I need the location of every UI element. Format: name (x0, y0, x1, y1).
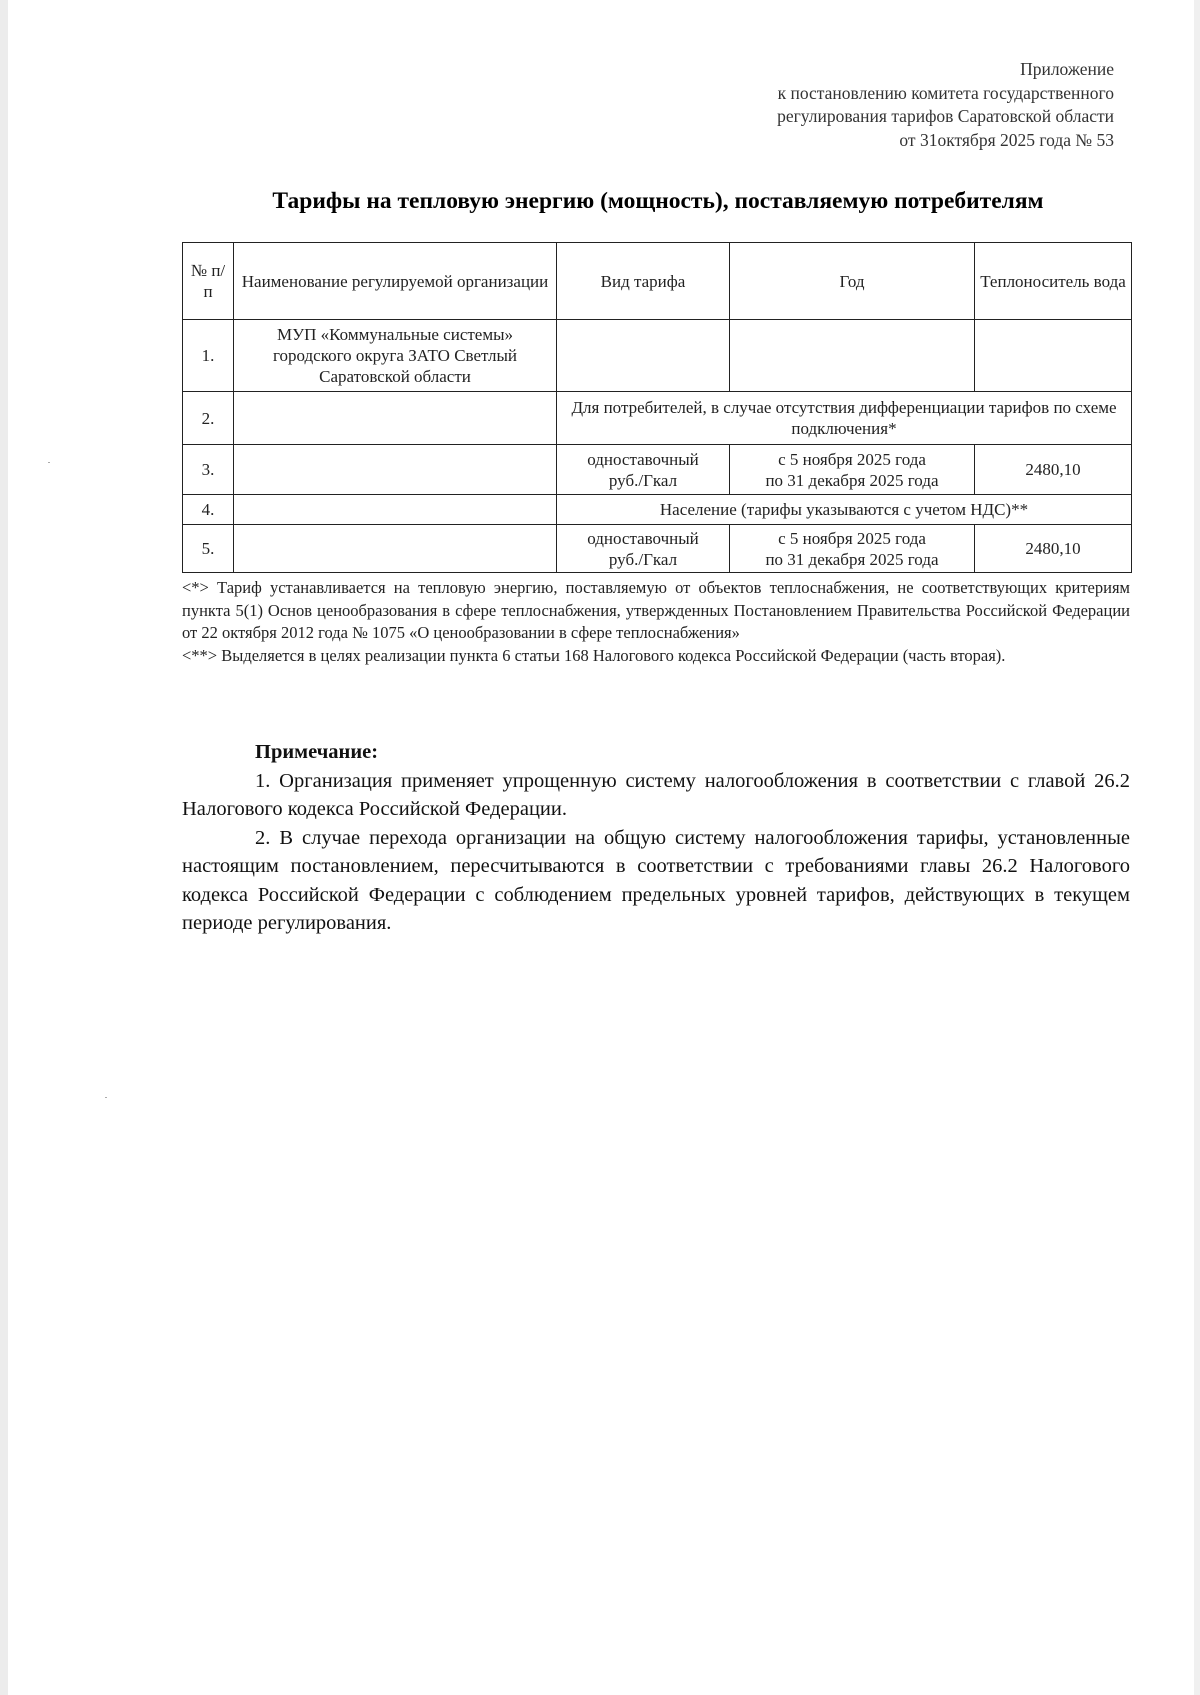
tariff-type-line: одноставочный (587, 449, 699, 469)
period-start: с 5 ноября 2025 года (778, 449, 926, 469)
page-title: Тарифы на тепловую энергию (мощность), поставляемую потребителям (272, 188, 1044, 214)
tariff-period (730, 445, 975, 495)
empty-cell (234, 392, 557, 445)
tariff-type-line: одноставочный (587, 528, 699, 548)
empty-cell (234, 445, 557, 495)
scan-speck (105, 1097, 107, 1098)
empty-cell (234, 525, 557, 573)
header-carrier: Теплоноситель вода (975, 243, 1132, 320)
footnotes (182, 577, 1130, 667)
appendix-line-1: Приложение (1020, 59, 1114, 79)
header-num: № п/п (183, 243, 234, 320)
footnote-1: <*> Тариф устанавливается на тепловую энергию, поставляемую от объектов теплоснабжения, не соответствующих критериям пункта 5(1) Основ ценообразования в сфере теплоснабжения, утвержденных Постановлением Правительства Российской Федерации от 22 октября 2012 года № 1075 «О ценообразовании в сфере теплоснабжения» (182, 578, 1130, 642)
row-num: 2. (183, 392, 234, 445)
category-label: Население (тарифы указываются с учетом НДС)** (557, 495, 1132, 525)
notes-heading: Примечание: (255, 741, 379, 763)
period-start: с 5 ноября 2025 года (778, 528, 926, 548)
appendix-line-3: регулирования тарифов Саратовской области (777, 106, 1114, 126)
appendix-line-4: от 31октября 2025 года № 53 (899, 129, 1114, 150)
org-name: МУП «Коммунальные системы» городского округа ЗАТО Светлый Саратовской области (234, 320, 557, 392)
table-row (183, 445, 1132, 495)
tariff-value: 2480,10 (975, 525, 1132, 573)
empty-cell (234, 495, 557, 525)
empty-cell (730, 320, 975, 392)
note-item-1: 1. Организация применяет упрощенную систему налогообложения в соответствии с главой 26.2 Налогового кодекса Российской Федерации. (182, 769, 1130, 820)
table-header-row (183, 243, 1132, 320)
table-row (183, 392, 1132, 445)
tariff-unit-line: руб./Гкал (608, 549, 678, 569)
scan-speck (48, 462, 50, 463)
tariff-value: 2480,10 (975, 445, 1132, 495)
tariff-table (182, 242, 1132, 573)
tariff-period (730, 525, 975, 573)
table-row (183, 320, 1132, 392)
row-num: 4. (183, 495, 234, 525)
row-num: 5. (183, 525, 234, 573)
appendix-header (777, 58, 1114, 152)
note-item-2: 2. В случае перехода организации на общую систему налогообложения тарифы, установленные настоящим постановлением, пересчитываются в соответствии с требованиями главы 26.2 Налогового кодекса Российской Федерации с соблюдением предельных уровней тарифов, действующих в текущем периоде регулирования. (182, 826, 1130, 934)
header-year: Год (730, 243, 975, 320)
footnote-2: <**> Выделяется в целях реализации пункта 6 статьи 168 Налогового кодекса Российской Федерации (часть вторая). (182, 645, 1006, 665)
tariff-unit-line: руб./Гкал (608, 470, 678, 490)
row-num: 1. (183, 320, 234, 392)
category-label: Для потребителей, в случае отсутствия дифференциации тарифов по схеме подключения* (557, 392, 1132, 445)
notes-section (182, 738, 1130, 938)
table-row (183, 525, 1132, 573)
empty-cell (975, 320, 1132, 392)
header-org: Наименование регулируемой организации (234, 243, 557, 320)
table-row (183, 495, 1132, 525)
tariff-type (557, 445, 730, 495)
period-end: по 31 декабря 2025 года (765, 549, 939, 569)
tariff-type (557, 525, 730, 573)
appendix-line-2: к постановлению комитета государственного (777, 82, 1114, 103)
row-num: 3. (183, 445, 234, 495)
header-type: Вид тарифа (557, 243, 730, 320)
period-end: по 31 декабря 2025 года (765, 470, 939, 490)
empty-cell (557, 320, 730, 392)
